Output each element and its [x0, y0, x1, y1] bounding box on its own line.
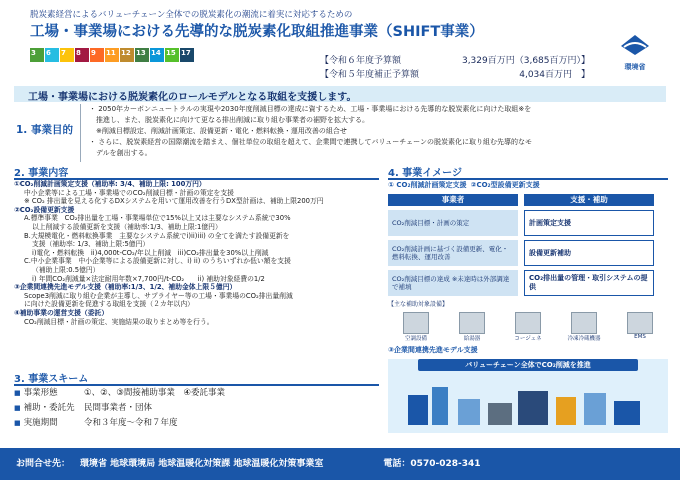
scheme-key: ■ 補助・委託先: [14, 401, 84, 416]
sdg-goal-icon: 7: [60, 48, 74, 62]
sub-heading-2: ②CO₂型設備更新支援: [470, 181, 540, 189]
sdg-goal-icon: 14: [150, 48, 164, 62]
section-2-heading: 2. 事業内容: [14, 164, 379, 180]
scheme-value: 令和３年度～令和７年度: [84, 418, 178, 428]
budget-row-1: [320, 52, 590, 66]
ministry-emblem-icon: [620, 34, 650, 56]
sdg-goal-icon: 11: [105, 48, 119, 62]
equipment-label: 給湯器: [463, 336, 481, 342]
equipment-item: [446, 312, 498, 342]
content-line: Scope3削減に取り組む企業が主導し、サプライヤー等の工場・事業場のCO₂排出量削減: [24, 291, 293, 300]
equipment-item: [558, 312, 610, 342]
content-line: i) 年間CO₂削減量×法定耐用年数×7,700円/t-CO₂ ii) 補助対象経費の1/2: [32, 274, 265, 283]
flow-right-box: 計画策定支援: [524, 210, 654, 236]
content-line: 以上削減する設備更新を支援（補助率:1/3、補助上限:1億円）: [32, 222, 222, 231]
scheme-key: ■ 事業形態: [14, 386, 84, 401]
footer-phone: 電話：0570-028-341: [383, 459, 481, 469]
sub-heading-3: ③企業間連携先進モデル支援: [388, 346, 478, 354]
scheme-key: ■ 実施期間: [14, 416, 84, 431]
sdg-goal-icon: 8: [75, 48, 89, 62]
flow-left-box: CO₂削減目標・計画の策定: [388, 210, 518, 236]
content-line: i)電化・燃料転換 ii)4,000t-CO₂/年以上削減 iii)CO₂排出量を30%以上削減: [32, 248, 269, 257]
flow-left-box: CO₂削減目標の達成 ※未達時は外部調達で補填: [388, 270, 518, 296]
purpose-text: [80, 104, 666, 162]
equipment-caption: 【主な補助対象設備】: [388, 301, 449, 308]
equipment-item: [390, 312, 442, 342]
purpose-line: ・ 2050年カーボンニュートラルの実現や2030年度削減目標の達成に資するため、工場・事業場における先導的な脱炭素化に向けた取組※を: [89, 105, 532, 113]
equipment-item: [614, 312, 666, 342]
content-text: [14, 180, 379, 326]
sdg-goal-icon: 12: [120, 48, 134, 62]
sdg-goal-icon: 3: [30, 48, 44, 62]
purpose-line: ・ さらに、脱炭素経営の国際潮流を踏まえ、個社単位の取組を超えて、企業間で連携してバリューチェーンの脱炭素化に取り組む先導的なモ: [89, 138, 532, 146]
image-sub-headings: [388, 180, 668, 190]
sdg-icons: [30, 48, 194, 62]
content-subheading: ③企業間連携先進モデル支援（補助率:1/3、1/2、補助金体上限５億円）: [14, 283, 237, 292]
sdg-goal-icon: 17: [180, 48, 194, 62]
budget-label: 【令和６年度予算額: [320, 55, 402, 66]
content-line: に向けた設備更新を促進する取組を支援（２カ年以内）: [24, 300, 194, 309]
cogeneration-icon: [515, 312, 541, 334]
ministry-logo: [610, 34, 660, 72]
content-line: B.大規模電化・燃料転換事業 主要なシステム系統でi)ii)iii) の全てを満たす設備更新を: [24, 231, 290, 240]
content-line: C.中小企業事業 中小企業等による設備更新に対し、i) ii) のうちいずれか低い額を支援: [24, 257, 291, 266]
equipment-label: EMS: [634, 334, 646, 340]
content-line: A.標準事業 CO₂排出量を工場・事業場単位で15%以上又は主要なシステム系統で30%: [24, 214, 291, 223]
lead-banner: 工場・事業場における脱炭素化のロールモデルとなる取組を支援します。: [14, 86, 666, 102]
air-conditioner-icon: [403, 312, 429, 334]
equipment-label: コージェネ: [514, 336, 542, 342]
ministry-name: 環境省: [624, 63, 646, 71]
content-line: CO₂削減目標・計画の策定、実施結果の取りまとめ等を行う。: [24, 317, 214, 326]
budget-value: 4,034百万円 】: [519, 69, 590, 80]
scheme-list: [14, 386, 379, 431]
equipment-label: 冷凍冷蔵機器: [567, 336, 601, 342]
section-3-heading: 3. 事業スキーム: [14, 370, 379, 386]
section-1-heading: 1. 事業目的: [16, 124, 73, 136]
sdg-goal-icon: 13: [135, 48, 149, 62]
flow-row: [388, 240, 668, 266]
equipment-item: [502, 312, 554, 342]
footer-contact: [0, 448, 680, 480]
page-title: 工場・事業場における先導的な脱炭素化取組推進事業（SHIFT事業）: [30, 24, 484, 40]
col-right-header: 支援・補助: [524, 194, 654, 206]
flow-row: [388, 210, 668, 236]
sdg-goal-icon: 6: [45, 48, 59, 62]
scheme-row: [14, 386, 379, 401]
budget-box: [320, 52, 590, 80]
content-subheading: ①CO₂削減計画策定支援（補助率: 3/4、補助上限: 100万円）: [14, 180, 206, 188]
refrigerator-icon: [571, 312, 597, 334]
sdg-goal-icon: 9: [90, 48, 104, 62]
footer-label: お問合せ先：: [16, 459, 71, 469]
content-subheading: ④補助事業の運営支援（委託）: [14, 308, 109, 317]
footer-department: 環境省 地球環境局 地球温暖化対策課 地球温暖化対策事業室: [80, 459, 324, 469]
budget-row-2: [320, 66, 590, 80]
scheme-row: [14, 416, 379, 431]
content-line: 支援（補助率: 1/3、補助上限:5億円）: [32, 240, 150, 249]
sdg-goal-icon: 15: [165, 48, 179, 62]
equipment-label: 空調設備: [404, 336, 427, 342]
budget-value: 3,329百万円（3,685百万円）】: [461, 55, 590, 66]
purpose-line: ※削減目標設定、削減計画策定、設備更新・電化・燃料転換・運用改善の組合せ: [89, 127, 347, 135]
purpose-line: 推進し、また、脱炭素化に向けて更なる排出削減に取り組む事業者の裾野を拡大する。: [89, 116, 369, 124]
flow-row: [388, 270, 668, 296]
flow-left-box: CO₂削減計画に基づく設備更新、電化・燃料転換、運用改善: [388, 240, 518, 266]
purpose-line: デルを創出する。: [89, 149, 152, 157]
value-chain-illustration: [388, 359, 668, 433]
equipment-row: [388, 312, 668, 342]
scheme-value: ①、②、③間接補助事業 ④委託事業: [84, 388, 225, 398]
content-line: （補助上限:0.5億円）: [32, 265, 100, 274]
water-heater-icon: [459, 312, 485, 334]
budget-label: 【令和５年度補正予算額: [320, 69, 420, 80]
flow-right-box: CO₂排出量の管理・取引システムの提供: [524, 270, 654, 296]
subtitle: 脱炭素経営によるバリューチェーン全体での脱炭素化の潮流に着実に対応するための: [30, 10, 353, 20]
image-panel: [388, 180, 668, 444]
section-4-heading: 4. 事業イメージ: [388, 164, 668, 180]
value-chain-banner: バリューチェーン全体でCO₂削減を推進: [418, 359, 638, 371]
col-left-header: 事業者: [388, 194, 518, 206]
factory-buildings-icon: [388, 373, 668, 431]
scheme-row: [14, 401, 379, 416]
ems-icon: [627, 312, 653, 334]
column-headers: [388, 194, 668, 206]
content-line: 中小企業等による工場・事業場でのCO₂削減目標・計画の策定を支援: [24, 188, 234, 197]
content-line: ※ CO₂ 排出量を見える化するDXシステムを用いて運用改善を行うDX型計画は、補助上限200万円: [24, 197, 324, 206]
content-subheading: ②CO₂設備更新支援: [14, 205, 75, 214]
sub-heading-1: ① CO₂削減計画策定支援: [388, 181, 467, 189]
scheme-value: 民間事業者・団体: [84, 403, 153, 413]
flow-right-box: 設備更新補助: [524, 240, 654, 266]
